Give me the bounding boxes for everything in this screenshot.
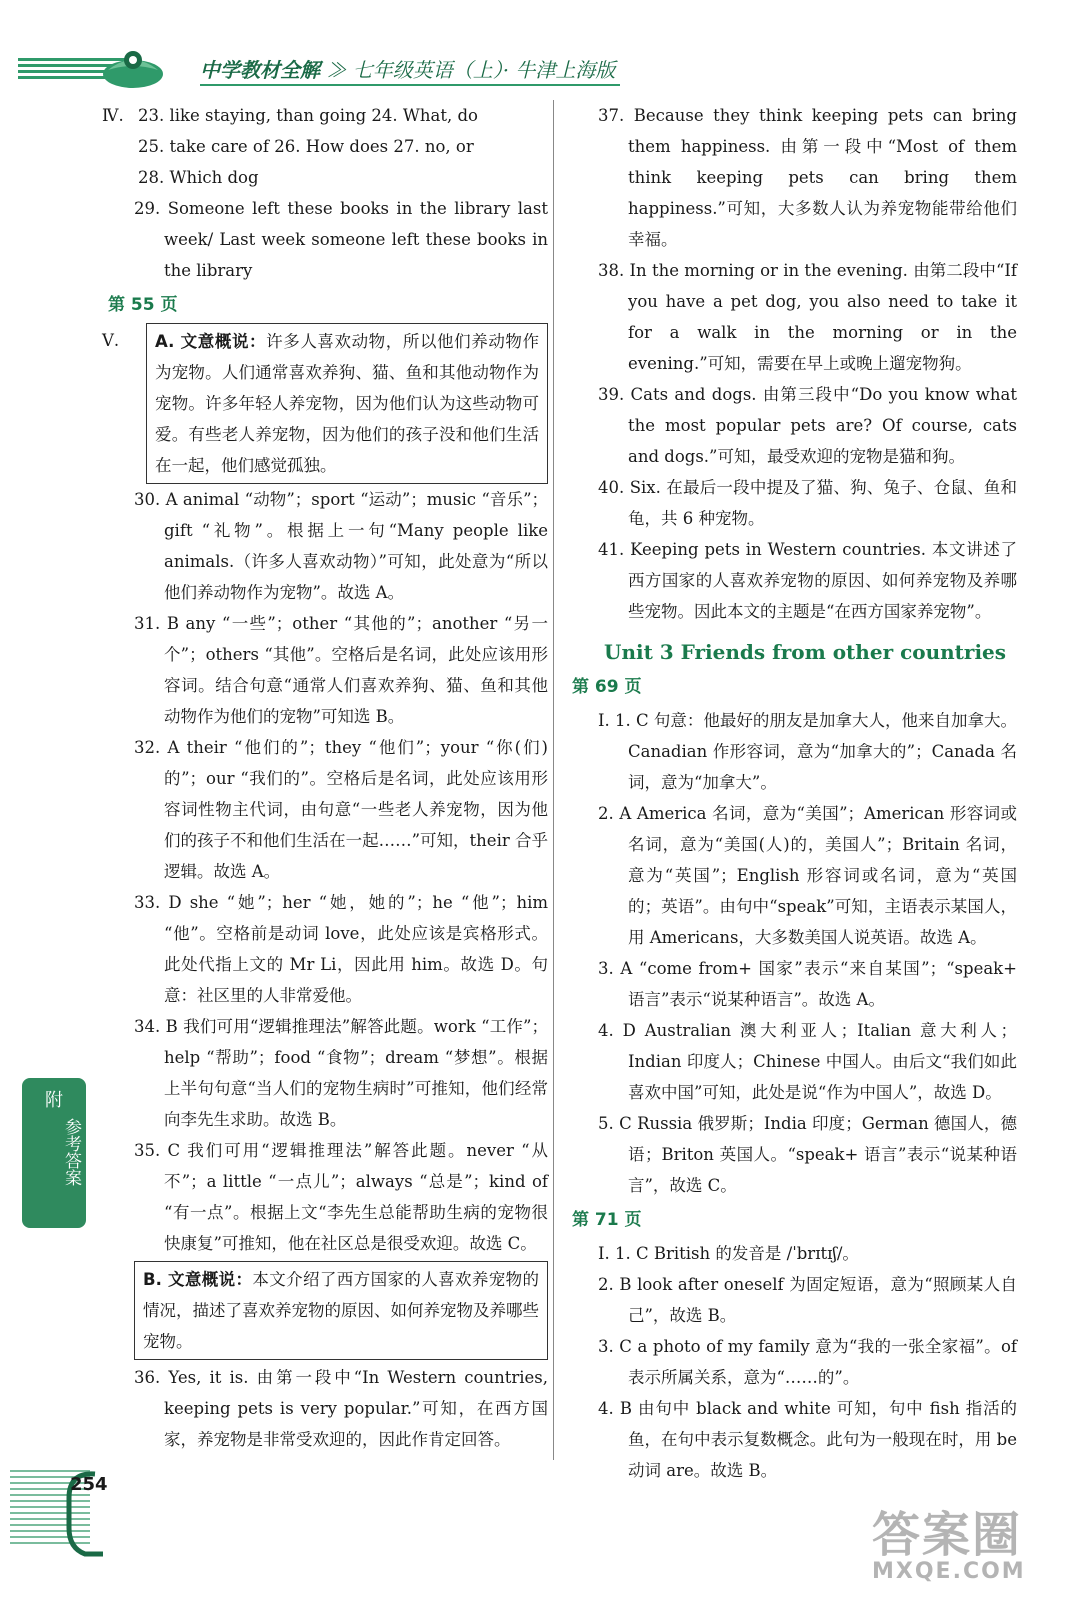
left-column [102,100,548,1455]
page-ref-69: 第 69 页 [572,677,642,697]
summary-box-a-text: 许多人喜欢动物，所以他们养动物作为宠物。人们通常喜欢养狗、猫、鱼和其他动物作为宠物。许多年轻人养宠物，因为他们认为这些动物可爱。有些老人养宠物，因为他们的孩子没和他们生活在一起，他们感觉孤独。 [155,332,540,475]
answer-71-1: Ⅰ. 1. C British 的发音是 /ˈbrɪtɪʃ/。 [598,1244,859,1263]
answer-35: 35. C 我们可用“逻辑推理法”解答此题。never “从不”；a little “一点儿”；always “总是”；kind of “有一点”。根据上文“李先生总能帮助生病的宠物很快康复”可推知，他在社区总是很受欢迎。故选 C。 [134,1141,548,1253]
answer-30: 30. A animal “动物”；sport “运动”；music “音乐”；gift “礼物”。根据上一句“Many people like animals.（许多人喜欢动物）”可知，此处意为“所以他们养动物作为宠物”。故选 A。 [134,490,548,602]
answer-line: 29. Someone left these books in the library last week/ Last week someone left these books in the library [134,199,548,280]
page-number: 254 [70,1474,108,1495]
answer-71-2: 2. B look after oneself 为固定短语，意为“照顾某人自己”，故选 B。 [598,1275,1017,1325]
summary-box-a [146,323,548,484]
answer-line: 28. Which dog [138,168,259,187]
answer-69-2: 2. A America 名词，意为“美国”；American 形容词或名词，意为“美国(人)的，美国人”；Britain 名词，意为“英国”；English 形容词或名词，意为“英国的；英语”。由句中“speak”可知，主语表示某国人，用 Americans，大多数美国人说英语。故选 A。 [598,804,1017,947]
answer-39: 39. Cats and dogs. 由第三段中“Do you know what the most popular pets are? Of course, cats and dogs.”可知，最受欢迎的宠物是猫和狗。 [598,385,1017,466]
side-tab-label: 参考答案 [61,1118,81,1186]
roman-v-label: Ⅴ. [102,331,120,350]
section-v [102,323,548,484]
answer-71-4: 4. B 由句中 black and white 可知，句中 fish 指活的鱼，在句中表示复数概念。此句为一般现在时，用 be 动词 are。故选 B。 [598,1399,1017,1480]
unit-heading: Unit 3 Friends from other countries [604,640,1007,664]
answer-69-4: 4. D Australian 澳大利亚人；Italian 意大利人；Indian 印度人；Chinese 中国人。由后文“我们如此喜欢中国”可知，此处是说“作为中国人”，故选 D。 [598,1021,1017,1102]
answer-37: 37. Because they think keeping pets can bring them happiness. 由第一段中“Most of them think keeping pets can bring them happiness.”可知，大多数人认为养宠物能带给他们幸福。 [598,106,1017,249]
appendix-side-tab [22,1078,86,1228]
summary-box-b [134,1261,548,1360]
roman-iv-label: Ⅳ. [102,106,124,125]
header-title: 中学教材全解 ≫ 七年级英语（上）· 牛津上海版 [200,58,616,82]
watermark-url: MXQE.COM [872,1559,1026,1584]
column-divider [553,100,554,1460]
answer-34: 34. B 我们可用“逻辑推理法”解答此题。work “工作”；help “帮助”；food “食物”；dream “梦想”。根据上半句句意“当人们的宠物生病时”可推知，他们经常向李先生求助。故选 B。 [134,1017,548,1129]
page-ref-55: 第 55 页 [108,295,178,315]
side-tab-char: 附 [42,1090,63,1108]
watermark-logo-text: 答案圈 [872,1507,1023,1563]
answer-41: 41. Keeping pets in Western countries. 本文讲述了西方国家的人喜欢养宠物的原因、如何养宠物及养哪些宠物。因此本文的主题是“在西方国家养宠物”。 [598,540,1017,621]
answer-31: 31. B any “一些”；other “其他的”；another “另一个”；others “其他”。空格后是名词，此处应该用形容词。结合句意“通常人们喜欢养狗、猫、鱼和其他动物作为他们的宠物”可知选 B。 [134,614,548,726]
answer-69-1: Ⅰ. 1. C 句意：他最好的朋友是加拿大人，他来自加拿大。Canadian 作形容词，意为“加拿大的”；Canada 名词，意为“加拿大”。 [598,711,1017,792]
section-iv [102,100,548,286]
answer-36: 36. Yes, it is. 由第一段中“In Western countries, keeping pets is very popular.”可知，在西方国家，养宠物是非常受欢迎的，因此作肯定回答。 [134,1368,548,1449]
page-header [0,0,1069,100]
summary-box-a-heading: A. 文意概说： [155,332,267,351]
answer-line: 25. take care of 26. How does 27. no, or [138,137,474,156]
summary-box-b-text: 本文介绍了西方国家的人喜欢养宠物的情况，描述了喜欢养宠物的原因、如何养宠物及养哪些宠物。 [143,1270,540,1351]
page-ref-71: 第 71 页 [572,1210,642,1230]
summary-box-b-heading: B. 文意概说： [143,1270,253,1289]
answer-71-3: 3. C a photo of my family 意为“我的一张全家福”。of 表示所属关系，意为“……的”。 [598,1337,1017,1387]
book-logo-icon [98,44,168,90]
header-underline [200,84,620,86]
answer-line: 23. like staying, than going 24. What, do [138,106,478,125]
header-title-sub: 七年级英语（上）· 牛津上海版 [352,58,616,82]
answer-69-5: 5. C Russia 俄罗斯；India 印度；German 德国人，德语；Briton 英国人。“speak+ 语言”表示“说某种语言”，故选 C。 [598,1114,1017,1195]
right-column [572,100,1017,1486]
answer-38: 38. In the morning or in the evening. 由第二段中“If you have a pet dog, you also need to take it for a walk in the morning or in the evening.”可知，需要在早上或晚上遛宠物狗。 [598,261,1017,373]
watermark [872,1496,1042,1586]
answer-69-3: 3. A “come from+ 国家”表示“来自某国”；“speak+ 语言”表示“说某种语言”。故选 A。 [598,959,1017,1009]
header-title-main: 中学教材全解 [200,58,320,82]
answer-40: 40. Six. 在最后一段中提及了猫、狗、兔子、仓鼠、鱼和龟，共 6 种宠物。 [598,478,1017,528]
answer-33: 33. D she “她”；her “她，她的”；he “他”；him “他”。空格前是动词 love，此处应该是宾格形式。此处代指上文的 Mr Li，因此用 him。故选 D。句意：社区里的人非常爱他。 [134,893,548,1005]
answer-32: 32. A their “他们的”；they “他们”；your “你(们)的”；our “我们的”。空格后是名词，此处应该用形容词性物主代词，由句意“一些老人养宠物，因为他们的孩子不和他们生活在一起……”可知，their 合乎逻辑。故选 A。 [134,738,548,881]
